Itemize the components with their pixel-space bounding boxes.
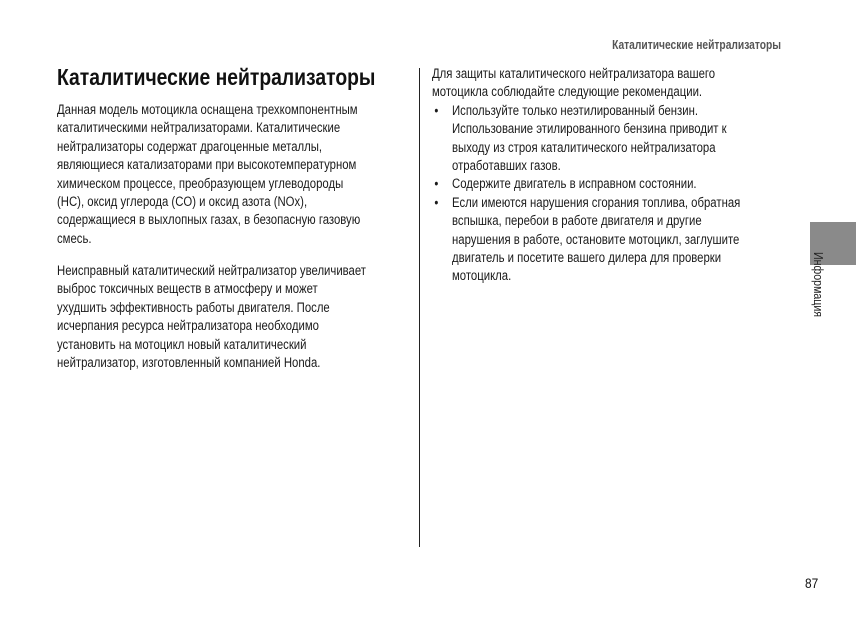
bullet-icon: • bbox=[434, 176, 439, 193]
recommendations bbox=[432, 65, 740, 286]
text-line: Данная модель мотоцикла оснащена трехкомпонентным bbox=[57, 102, 358, 118]
text-line: мотоцикла. bbox=[452, 268, 512, 285]
text-line: исчерпания ресурса нейтрализатора необходимо bbox=[57, 318, 319, 335]
text-line: содержащиеся в выхлопных газах, в безопасную газовую bbox=[57, 212, 361, 229]
section-tab-label: Информация bbox=[811, 252, 825, 318]
text-line: установить на мотоцикл новый каталитический bbox=[57, 336, 307, 353]
page-title: Каталитические нейтрализаторы bbox=[57, 64, 376, 90]
text-line: (HC), оксид углерода (CO) и оксид азота (NOx), bbox=[57, 194, 308, 211]
text-line: мотоцикла соблюдайте следующие рекомендации. bbox=[432, 84, 703, 101]
paragraph-malfunction bbox=[57, 262, 366, 372]
bullet-item bbox=[432, 175, 740, 193]
bullet-icon: • bbox=[434, 102, 439, 119]
bullet-item bbox=[432, 194, 740, 286]
text-line: Использование этилированного бензина приводит к bbox=[452, 121, 727, 138]
text-line: ухудшить эффективность работы двигателя. После bbox=[57, 299, 330, 316]
text-line: являющиеся катализаторами при высокотемпературном bbox=[57, 157, 357, 174]
text-line: нейтрализатор, изготовленный компанией Honda. bbox=[57, 355, 321, 372]
text-line: Неисправный каталитический нейтрализатор увеличивает bbox=[57, 263, 367, 279]
text-line: выходу из строя каталитического нейтрализатора bbox=[452, 139, 716, 156]
paragraph-intro bbox=[57, 101, 360, 248]
text-line: выброс токсичных веществ в атмосферу и может bbox=[57, 281, 318, 298]
text-line: химическом процессе, преобразующем углеводороды bbox=[57, 175, 344, 192]
text-line: каталитическими нейтрализаторами. Каталитические bbox=[57, 120, 341, 137]
text-line: Используйте только неэтилированный бензин. bbox=[452, 102, 699, 119]
text-line: Для защиты каталитического нейтрализатора вашего bbox=[432, 66, 716, 82]
text-line: смесь. bbox=[57, 230, 92, 247]
text-line: нарушения в работе, остановите мотоцикл, заглушите bbox=[452, 231, 740, 248]
text-line: нейтрализаторы содержат драгоценные металлы, bbox=[57, 138, 323, 155]
text-line: двигатель и посетите вашего дилера для проверки bbox=[452, 250, 722, 267]
text-line: Содержите двигатель в исправном состоянии. bbox=[452, 176, 697, 193]
page-number: 87 bbox=[805, 575, 819, 591]
bullet-icon: • bbox=[434, 194, 439, 211]
text-line: Если имеются нарушения сгорания топлива, обратная bbox=[452, 194, 741, 211]
text-line: вспышка, перебои в работе двигателя и другие bbox=[452, 213, 702, 230]
bullet-item bbox=[432, 102, 740, 176]
text-line: отработавших газов. bbox=[452, 158, 561, 175]
column-divider bbox=[419, 68, 420, 547]
running-header: Каталитические нейтрализаторы bbox=[612, 38, 781, 52]
